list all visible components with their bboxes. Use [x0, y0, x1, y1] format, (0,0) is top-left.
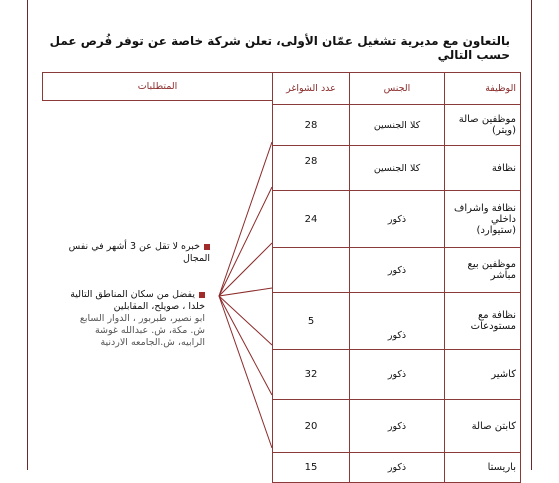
job-cell: كابتن صالة — [445, 400, 521, 453]
count-cell: 20 — [273, 400, 350, 453]
requirements-header: المتطلبات — [42, 72, 272, 101]
areas-line: الرابيه، ش.الجامعه الاردنية — [100, 337, 205, 348]
bullet-square-icon — [204, 244, 210, 250]
gender-cell: ذكور — [350, 191, 445, 248]
job-cell: نظافة — [445, 146, 521, 191]
connector-line — [219, 288, 272, 296]
job-cell: كاشير — [445, 350, 521, 400]
job-cell: نظافة مع مستودعات — [445, 293, 521, 350]
header-count: عدد الشواغر — [273, 73, 350, 105]
areas-line: ابو نصير، طبربور ، الدوار السابع — [79, 313, 205, 324]
areas-line: ش. مكة، ش. عبدالله غوشة — [94, 325, 205, 336]
requirement-areas — [40, 289, 205, 349]
requirement-experience — [60, 241, 210, 265]
gender-cell: ذكور — [350, 400, 445, 453]
header-job: الوظيفة — [445, 73, 521, 105]
header-gender: الجنس — [350, 73, 445, 105]
job-cell: باريستا — [445, 453, 521, 483]
connector-line — [219, 142, 272, 296]
gender-cell: ذكور — [350, 453, 445, 483]
connector-line — [219, 187, 272, 296]
intro-text: بالتعاون مع مديرية تشغيل عمّان الأولى، تعلن شركة خاصة عن توفر فُرص عمل حسب التالي — [49, 34, 510, 62]
job-cell: موظفين صالة (ويتر) — [445, 105, 521, 146]
gender-cell: ذكور — [350, 350, 445, 400]
experience-text: خبره لا تقل عن 3 أشهر في نفس المجال — [68, 241, 210, 264]
bullet-square-icon — [199, 292, 205, 298]
connector-line — [219, 296, 272, 345]
gender-cell: كلا الجنسين — [350, 105, 445, 146]
areas-title: يفضل من سكان المناطق التالية — [70, 289, 195, 300]
count-cell: 32 — [273, 350, 350, 400]
job-cell: نظافة واشراف داخلي (ستيوارد) — [445, 191, 521, 248]
gender-cell: كلا الجنسين — [350, 146, 445, 191]
count-cell: 28 — [273, 146, 350, 191]
connector-line — [219, 296, 272, 448]
connector-line — [219, 296, 272, 395]
count-cell: 28 — [273, 105, 350, 146]
areas-line: خلدا ، صويلح، المقابلين — [113, 301, 205, 312]
job-cell: موظفين بيع مباشر — [445, 248, 521, 293]
gender-cell: ذكور — [350, 248, 445, 293]
connector-line — [219, 243, 272, 296]
count-cell: 5 — [273, 293, 350, 350]
count-cell: 24 — [273, 191, 350, 248]
gender-cell: ذكور — [350, 293, 445, 350]
count-cell: 15 — [273, 453, 350, 483]
